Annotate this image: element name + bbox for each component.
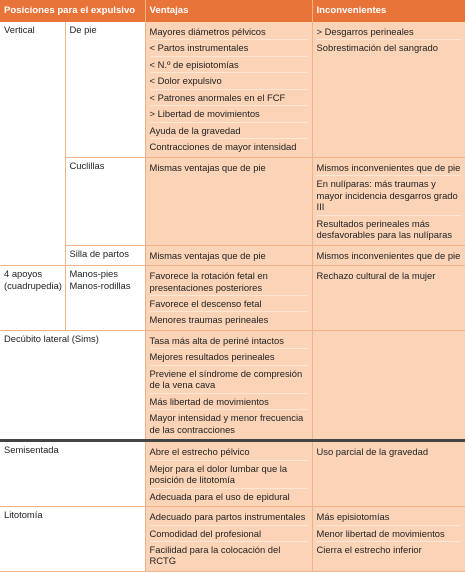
advantages-litotomia (145, 507, 312, 572)
advantages-cuclillas (145, 157, 312, 245)
position-vertical: Vertical (0, 22, 65, 266)
cell-entry: Mejores resultados perineales (150, 349, 308, 365)
advantages-semisentada (145, 441, 312, 507)
cell-entry: Menor libertad de movimientos (317, 526, 462, 542)
cell-entry: < Dolor expulsivo (150, 73, 308, 89)
disadvantages-semisentada (312, 441, 465, 507)
cell-entry: Comodidad del profesional (150, 526, 308, 542)
row-cuclillas (0, 157, 465, 245)
header-row (0, 0, 465, 22)
disadvantages-de-pie (312, 22, 465, 157)
cell-entry: Mayores diámetros pélvicos (150, 24, 308, 40)
cell-entry: Adecuada para el uso de epidural (149, 490, 290, 502)
advantages-de-pie (145, 22, 312, 157)
header-disadvantages: Inconvenientes (312, 0, 465, 22)
cell-entry: Menores traumas perineales (149, 314, 269, 326)
disadvantages-decubito (312, 330, 465, 440)
disadvantages-litotomia (312, 507, 465, 572)
cell-entry: > Desgarros perineales (317, 24, 462, 40)
cell-entry: Tasa más alta de periné intactos (150, 333, 308, 349)
cell-entry: Más episiotomías (317, 509, 462, 525)
subposition-silla: Silla de partos (65, 245, 145, 265)
cell-entry: Mejor para el dolor lumbar que la posición de litotomía (150, 461, 308, 489)
subposition-de-pie: De pie (65, 22, 145, 157)
cell-entry: Cierra el estrecho inferior (316, 544, 422, 555)
cell-entry: Mismos inconvenientes que de pie (317, 160, 462, 176)
advantages-4-apoyos (145, 266, 312, 331)
cell-entry: < Patrones anormales en el FCF (150, 90, 308, 106)
row-silla (0, 245, 465, 265)
cell-entry: Favorece el descenso fetal (150, 296, 308, 312)
subposition-cuclillas: Cuclillas (65, 157, 145, 245)
cell-entry: Uso parcial de la gravedad (316, 446, 429, 458)
subposition-manos: Manos-pies Manos-rodillas (65, 266, 145, 331)
position-litotomia: Litotomía (0, 507, 145, 572)
row-4-apoyos (0, 266, 465, 331)
cell-entry: Mismas ventajas que de pie (149, 161, 266, 173)
cell-entry: En nulíparas: más traumas y mayor incidencia desgarros grado III (317, 176, 462, 215)
cell-entry: < Partos instrumentales (150, 40, 308, 56)
cell-entry: Facilidad para la colocación del RCTG (149, 544, 281, 567)
row-de-pie (0, 22, 465, 157)
row-semisentada (0, 441, 465, 507)
cell-entry: Ayuda de la gravedad (150, 123, 308, 139)
advantages-silla (145, 245, 312, 265)
position-semisentada: Semisentada (0, 441, 145, 507)
cell-entry: Previene el síndrome de compresión de la vena cava (150, 366, 308, 394)
cell-entry: < N.º de episiotomías (150, 57, 308, 73)
cell-entry: Sobrestimación del sangrado (316, 42, 438, 54)
disadvantages-silla (312, 245, 465, 265)
disadvantages-4-apoyos (312, 266, 465, 331)
cell-entry: Favorece la rotación fetal en presentaciones posteriores (150, 268, 308, 296)
cell-entry: Abre el estrecho pélvico (150, 444, 308, 460)
cell-entry: Contracciones de mayor intensidad (149, 141, 297, 153)
row-decubito (0, 330, 465, 440)
cell-entry: Rechazo cultural de la mujer (316, 270, 436, 282)
disadvantages-cuclillas (312, 157, 465, 245)
position-4-apoyos: 4 apoyos (cuadrupedia) (0, 266, 65, 331)
cell-entry: Mismas ventajas que de pie (149, 249, 266, 261)
header-advantages: Ventajas (145, 0, 312, 22)
row-litotomia (0, 507, 465, 572)
cell-entry: Adecuado para partos instrumentales (150, 509, 308, 525)
advantages-decubito (145, 330, 312, 440)
cell-entry: > Libertad de movimientos (150, 106, 308, 122)
cell-entry: Resultados perineales más desfavorables para las nulíparas (316, 217, 453, 241)
cell-entry: Más libertad de movimientos (150, 394, 308, 410)
header-positions: Posiciones para el expulsivo (0, 0, 145, 22)
position-decubito: Decúbito lateral (Sims) (0, 330, 145, 440)
cell-entry: Mayor intensidad y menor frecuencia de las contracciones (149, 412, 304, 435)
cell-entry: Mismos inconvenientes que de pie (316, 249, 461, 261)
